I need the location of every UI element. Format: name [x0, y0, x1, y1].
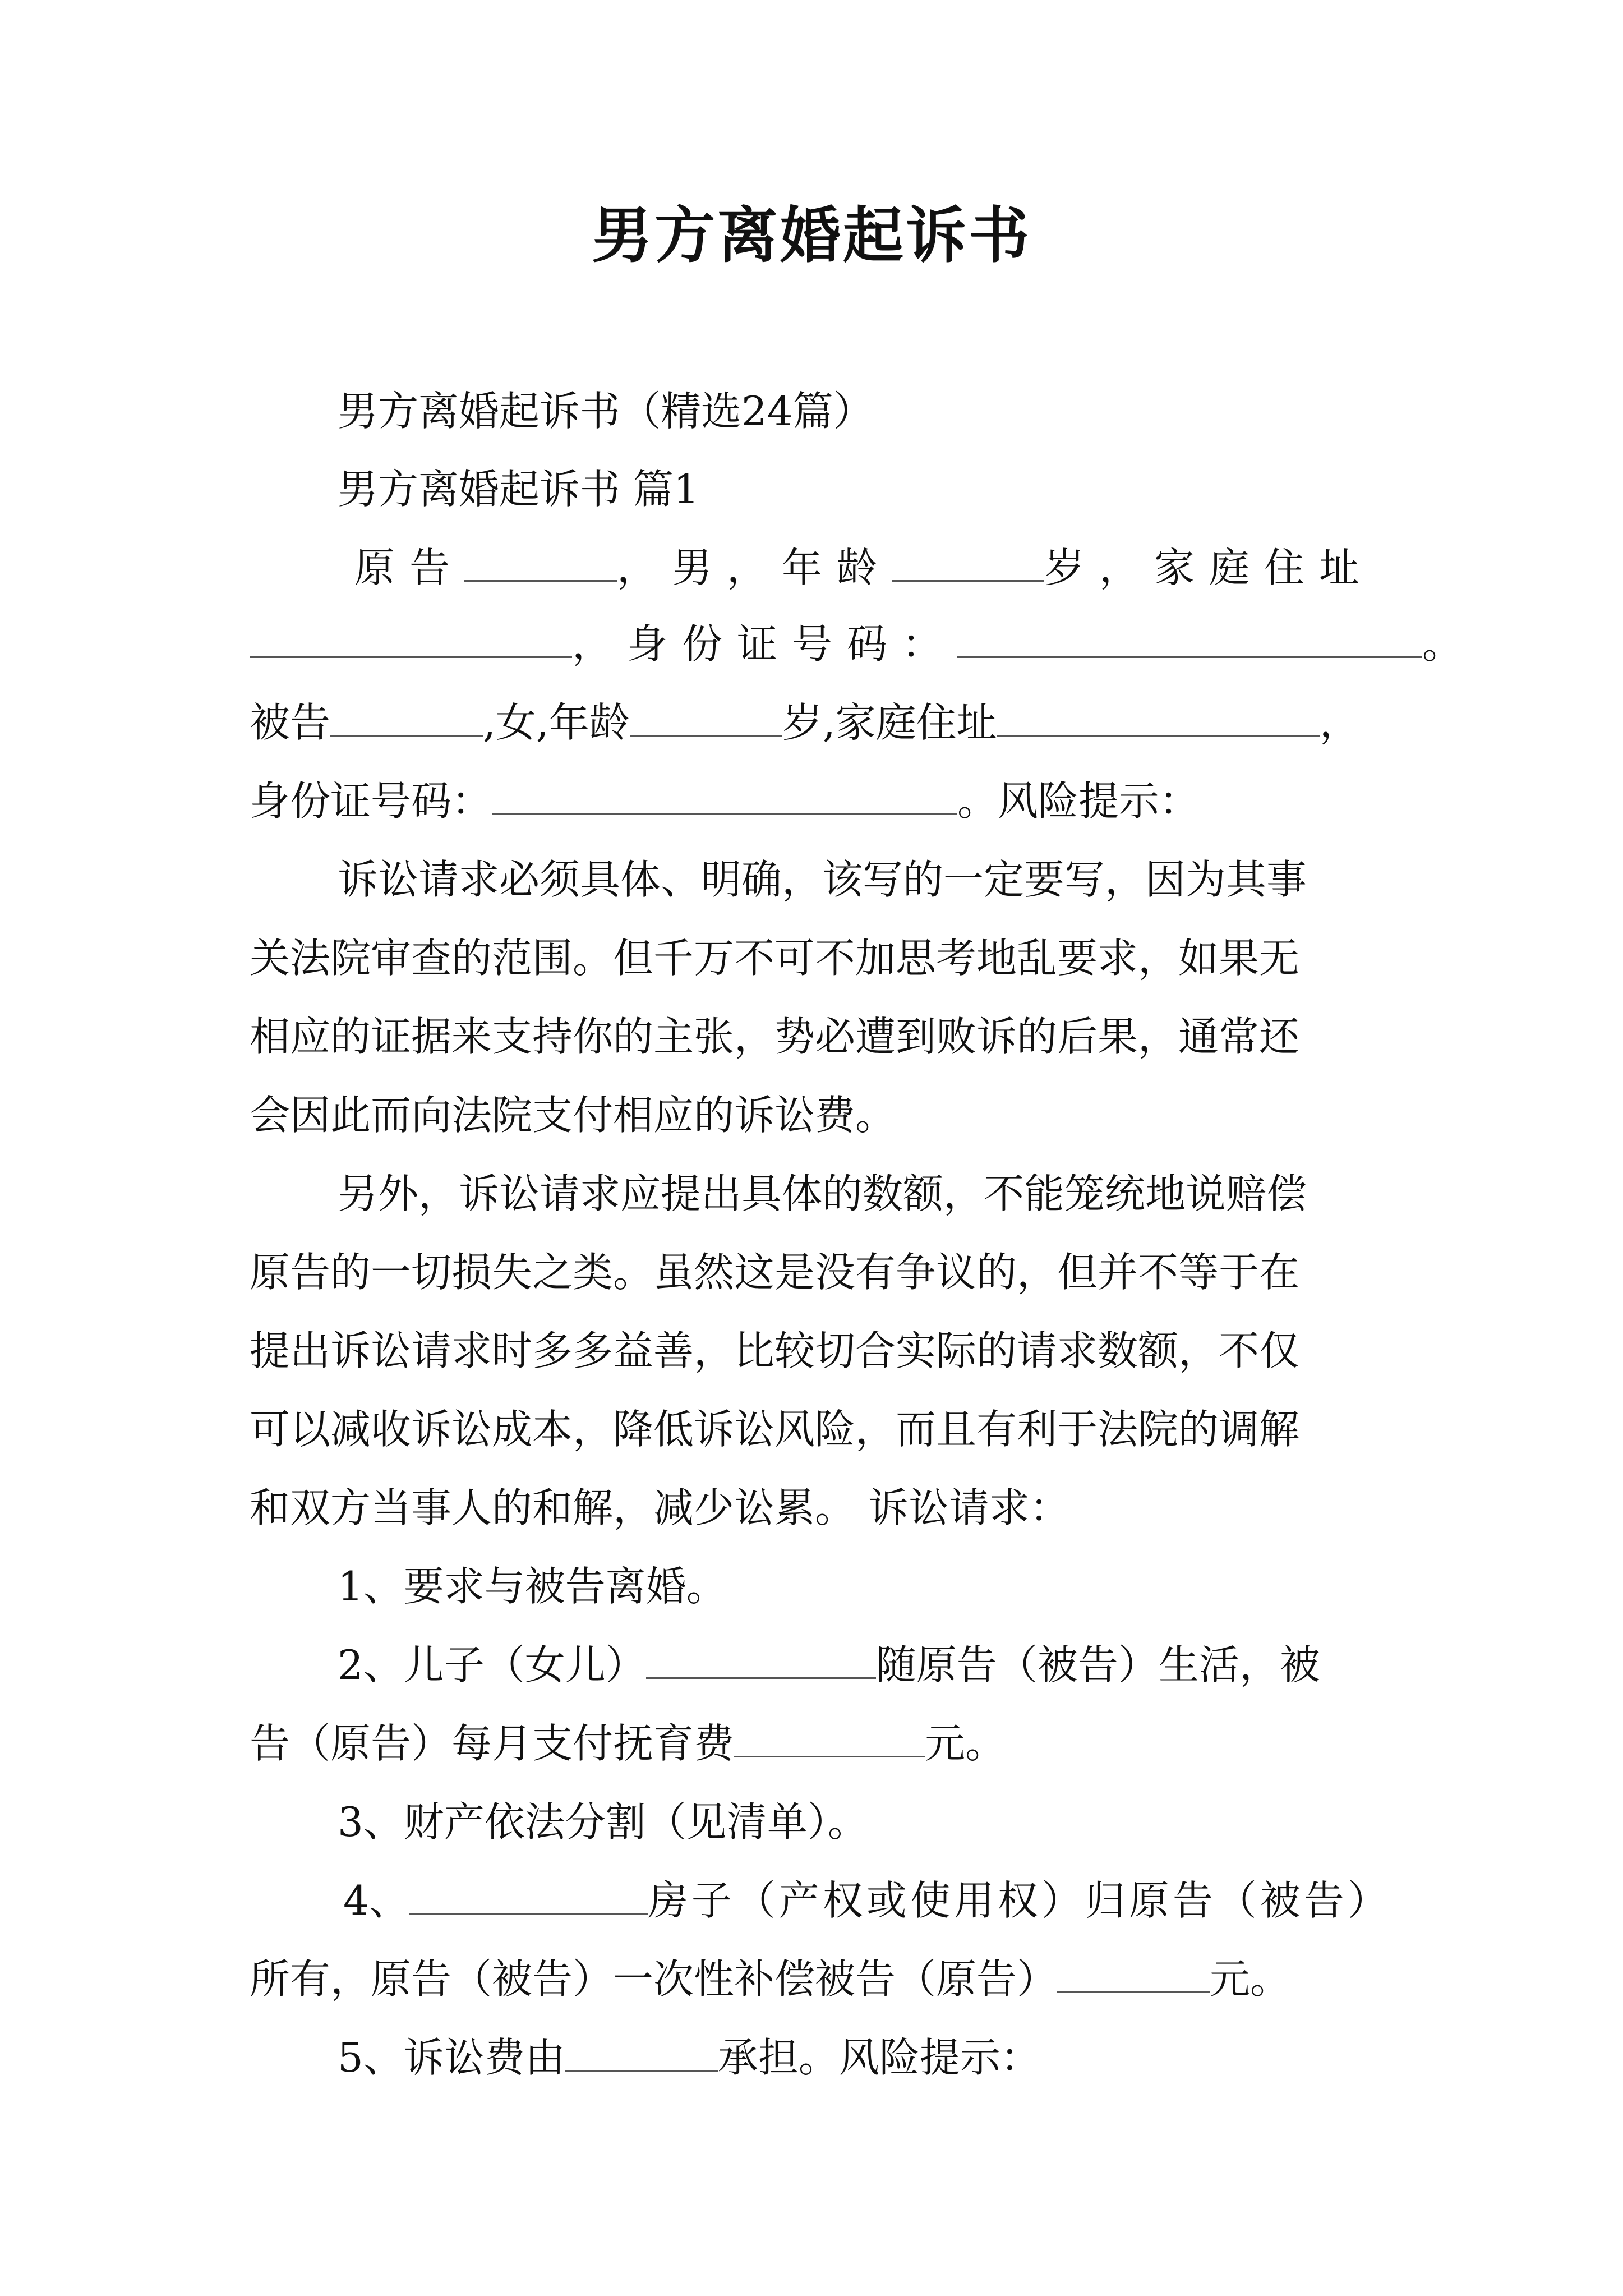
defendant-name-blank [330, 696, 483, 737]
fee-bearer-blank [565, 2031, 718, 2072]
claim-1: 1、要求与被告离婚。 [338, 1563, 727, 1610]
plaintiff-end-mark: 。 [1422, 620, 1478, 668]
claim-2-line-2 [250, 1715, 1394, 1772]
defendant-address-blank [997, 696, 1320, 737]
para1-line: 会因此而向法院支付相应的诉讼费。 [250, 1092, 896, 1139]
claim-2-line-1 [338, 1637, 1398, 1693]
document-subtitle: 男方离婚起诉书（精选24篇） [338, 388, 874, 435]
defendant-id-blank [492, 774, 957, 815]
property-blank [409, 1874, 648, 1915]
plaintiff-line-1 [354, 540, 1414, 596]
plaintiff-id-label: ，身份证号码： [572, 620, 957, 668]
defendant-line-2 [250, 773, 1394, 829]
claim-2-prefix: 2、儿子（女儿） [338, 1641, 646, 1688]
plaintiff-line-2 [250, 616, 1478, 672]
claim-4-compensation-label: 所有，原告（被告）一次性补偿被告（原告） [250, 1955, 1058, 2003]
child-name-blank [646, 1638, 876, 1679]
defendant-age-blank [630, 696, 782, 737]
para1-line: 诉讼请求必须具体、明确，该写的一定要写，因为其事 [338, 856, 1307, 903]
plaintiff-address-blank [250, 617, 572, 658]
defendant-id-label: 身份证号码： [250, 777, 492, 825]
claim-2-support-label: 告（原告）每月支付抚育费 [250, 1720, 735, 1767]
plaintiff-gender-age-label: ，男，年龄 [617, 544, 892, 591]
claim-4-line-1 [343, 1872, 1403, 1929]
defendant-comma: ， [1319, 699, 1360, 746]
defendant-line-1 [250, 694, 1394, 751]
defendant-gender-age-label: ,女,年龄 [483, 699, 630, 746]
claim-4-prefix: 4、 [343, 1877, 409, 1924]
para1-line: 关法院审查的范围。但千万不可不加思考地乱要求，如果无 [250, 935, 1300, 982]
claim-5-prefix: 5、诉讼费由 [338, 2034, 565, 2081]
risk-tip-label-1: 。风险提示： [957, 777, 1200, 825]
plaintiff-name-blank [464, 541, 617, 582]
defendant-label: 被告 [250, 699, 331, 746]
claim-4-line-2 [250, 1951, 1394, 2007]
plaintiff-label: 原告 [354, 544, 465, 591]
claim-3: 3、财产依法分割（见清单）。 [338, 1798, 868, 1846]
claim-5 [338, 2030, 1398, 2086]
para2-line: 原告的一切损失之类。虽然这是没有争议的，但并不等于在 [250, 1249, 1300, 1296]
defendant-address-label: 岁,家庭住址 [782, 699, 997, 746]
document-title: 男方离婚起诉书 [591, 200, 1031, 271]
plaintiff-age-blank [892, 541, 1044, 582]
claim-4-unit: 元。 [1210, 1955, 1291, 2003]
para2-line: 另外，诉讼请求应提出具体的数额，不能笼统地说赔偿 [338, 1170, 1307, 1217]
claim-2-suffix: 随原告（被告）生活，被 [875, 1641, 1320, 1688]
para2-line: 和双方当事人的和解，减少讼累。 诉讼请求： [250, 1484, 1070, 1531]
para1-line: 相应的证据来支持你的主张，势必遭到败诉的后果，通常还 [250, 1013, 1300, 1060]
claim-2-unit: 元。 [925, 1720, 1006, 1767]
para2-line: 可以减收诉讼成本，降低诉讼风险，而且有利于法院的调解 [250, 1406, 1300, 1453]
para2-line: 提出诉讼请求时多多益善，比较切合实际的请求数额，不仅 [250, 1327, 1300, 1374]
compensation-amount-blank [1057, 1952, 1210, 1993]
support-amount-blank [734, 1717, 925, 1757]
claim-4-suffix: 房子（产权或使用权）归原告（被告） [647, 1877, 1391, 1924]
plaintiff-address-label: 岁，家庭住址 [1044, 544, 1375, 591]
section-heading: 男方离婚起诉书 篇1 [338, 466, 699, 513]
plaintiff-id-blank [957, 617, 1422, 658]
claim-5-suffix: 承担。风险提示： [717, 2034, 1041, 2081]
